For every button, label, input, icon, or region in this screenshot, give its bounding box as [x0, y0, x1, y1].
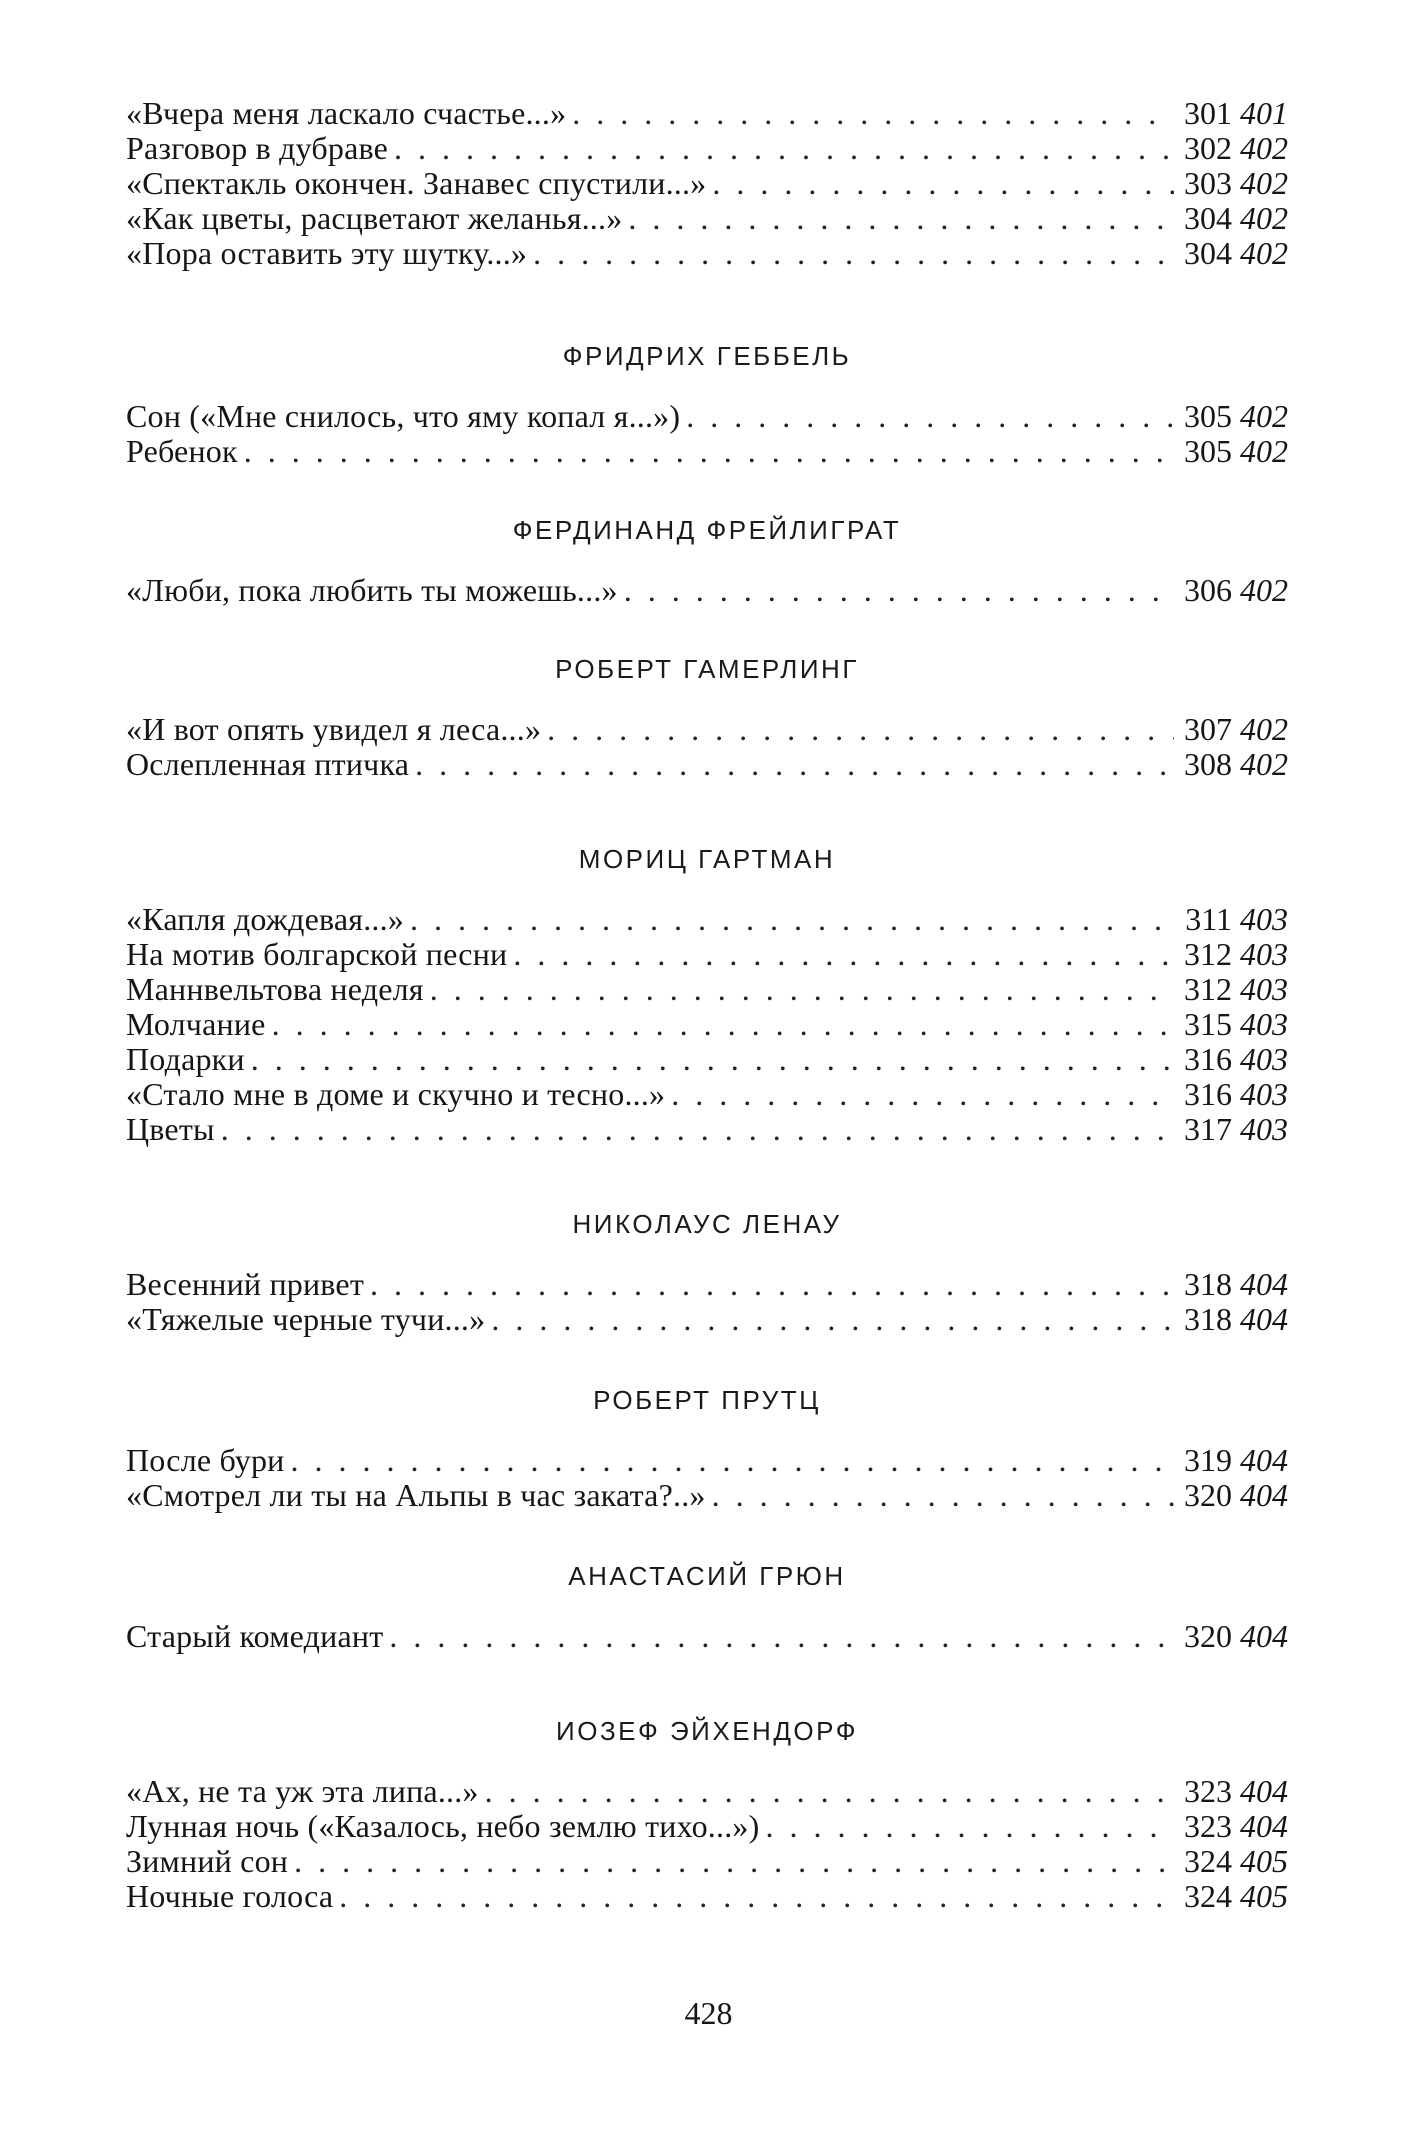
- toc-entry: [126, 1077, 1288, 1112]
- entry-title: На мотив болгарской песни: [126, 936, 508, 972]
- entry-title: «Люби, пока любить ты можешь...»: [126, 572, 618, 608]
- entry-title: «Тяжелые черные тучи...»: [126, 1301, 486, 1337]
- entry-title: «Ах, не та уж эта липа...»: [126, 1773, 479, 1809]
- toc-entry: [126, 573, 1288, 608]
- entry-page-number: 305: [1184, 398, 1232, 434]
- entry-page-number: 311: [1185, 901, 1232, 937]
- toc-entry: [126, 201, 1288, 236]
- toc-entry: [126, 1844, 1288, 1879]
- entry-page-number: 315: [1184, 1006, 1232, 1042]
- entry-note-page: 405: [1240, 1843, 1288, 1879]
- entry-page-number: 301: [1184, 95, 1232, 131]
- entry-note-page: 404: [1240, 1477, 1288, 1513]
- entry-note-page: 403: [1240, 971, 1288, 1007]
- entry-title: Весенний привет: [126, 1266, 364, 1302]
- entry-title: Старый комедиант: [126, 1618, 384, 1654]
- toc-section: [126, 1559, 1288, 1654]
- entry-page-number: 306: [1184, 572, 1232, 608]
- entry-title: «Стало мне в доме и скучно и тесно...»: [126, 1076, 666, 1112]
- entry-page-number: 324: [1184, 1878, 1232, 1914]
- toc-section: [126, 1383, 1288, 1513]
- toc-entry: [126, 1478, 1288, 1513]
- entry-page-number: 324: [1184, 1843, 1232, 1879]
- entry-note-page: 404: [1240, 1266, 1288, 1302]
- entry-page-number: 312: [1184, 936, 1232, 972]
- entry-note-page: 402: [1240, 711, 1288, 747]
- entry-title: Ночные голоса: [126, 1878, 334, 1914]
- entry-title: После бури: [126, 1442, 285, 1478]
- entry-title: Разговор в дубраве: [126, 130, 389, 166]
- entry-page-number: 320: [1184, 1618, 1232, 1654]
- entry-note-page: 403: [1240, 901, 1288, 937]
- entry-page-number: 316: [1184, 1041, 1232, 1077]
- dot-leader: [394, 131, 1174, 166]
- entry-title: «Как цветы, расцветают желанья...»: [126, 200, 623, 236]
- entry-page-number: 304: [1184, 200, 1232, 236]
- toc-entry: [126, 131, 1288, 166]
- dot-leader: [339, 1879, 1174, 1914]
- entry-note-page: 402: [1240, 572, 1288, 608]
- toc-section: [126, 652, 1288, 782]
- entry-page-number: 307: [1184, 711, 1232, 747]
- author-heading: АНАСТАСИЙ ГРЮН: [568, 1561, 846, 1591]
- entry-title: «Смотрел ли ты на Альпы в час заката?..»: [126, 1477, 706, 1513]
- entry-note-page: 402: [1240, 165, 1288, 201]
- entry-note-page: 403: [1240, 1076, 1288, 1112]
- toc-entry: [126, 399, 1288, 434]
- entry-title: «Спектакль окончен. Занавес спустили...»: [126, 165, 707, 201]
- toc-entry: [126, 1267, 1288, 1302]
- dot-leader: [290, 1443, 1174, 1478]
- dot-leader: [430, 972, 1174, 1007]
- dot-leader: [572, 96, 1174, 131]
- entry-page-number: 308: [1184, 746, 1232, 782]
- entry-page-number: 323: [1184, 1808, 1232, 1844]
- entry-title: «Вчера меня ласкало счастье...»: [126, 95, 567, 131]
- dot-leader: [272, 1007, 1174, 1042]
- dot-leader: [491, 1302, 1174, 1337]
- entry-page-number: 318: [1184, 1266, 1232, 1302]
- entry-note-page: 402: [1240, 130, 1288, 166]
- toc-entry: [126, 902, 1288, 937]
- toc-entry: [126, 1879, 1288, 1914]
- author-heading: РОБЕРТ ГАМЕРЛИНГ: [555, 654, 859, 684]
- dot-leader: [410, 902, 1174, 937]
- dot-leader: [251, 1042, 1174, 1077]
- entry-note-page: 402: [1240, 200, 1288, 236]
- entry-page-number: 303: [1184, 165, 1232, 201]
- entry-note-page: 402: [1240, 433, 1288, 469]
- toc-entry: [126, 1302, 1288, 1337]
- toc-section: [126, 96, 1288, 271]
- toc-section: [126, 1714, 1288, 1914]
- toc-entry: [126, 747, 1288, 782]
- toc-section: [126, 842, 1288, 1147]
- entry-note-page: 401: [1240, 95, 1288, 131]
- entry-note-page: 403: [1240, 1006, 1288, 1042]
- toc-entry: [126, 1007, 1288, 1042]
- author-heading: РОБЕРТ ПРУТЦ: [593, 1385, 821, 1415]
- dot-leader: [221, 1112, 1174, 1147]
- entry-title: Молчание: [126, 1006, 266, 1042]
- dot-leader: [294, 1844, 1174, 1879]
- entry-page-number: 312: [1184, 971, 1232, 1007]
- dot-leader: [370, 1267, 1174, 1302]
- entry-page-number: 305: [1184, 433, 1232, 469]
- toc-section: [126, 1207, 1288, 1337]
- toc-section: [126, 339, 1288, 469]
- table-of-contents: [126, 96, 1288, 1914]
- entry-title: «И вот опять увидел я леса...»: [126, 711, 542, 747]
- entry-note-page: 402: [1240, 746, 1288, 782]
- entry-note-page: 404: [1240, 1618, 1288, 1654]
- entry-title: Цветы: [126, 1111, 215, 1147]
- entry-title: Сон («Мне снилось, что яму копал я...»): [126, 398, 681, 434]
- toc-entry: [126, 236, 1288, 271]
- entry-title: Маннвельтова неделя: [126, 971, 424, 1007]
- entry-note-page: 405: [1240, 1878, 1288, 1914]
- toc-entry: [126, 166, 1288, 201]
- entry-note-page: 404: [1240, 1808, 1288, 1844]
- toc-entry: [126, 1774, 1288, 1809]
- entry-note-page: 403: [1240, 1111, 1288, 1147]
- entry-title: Подарки: [126, 1041, 245, 1077]
- dot-leader: [628, 201, 1174, 236]
- entry-page-number: 319: [1184, 1442, 1232, 1478]
- toc-entry: [126, 972, 1288, 1007]
- toc-entry: [126, 1112, 1288, 1147]
- toc-entry: [126, 937, 1288, 972]
- entry-note-page: 404: [1240, 1773, 1288, 1809]
- dot-leader: [244, 434, 1174, 469]
- entry-page-number: 304: [1184, 235, 1232, 271]
- entry-page-number: 317: [1184, 1111, 1232, 1147]
- toc-entry: [126, 434, 1288, 469]
- entry-title: Лунная ночь («Казалось, небо землю тихо...»): [126, 1808, 760, 1844]
- dot-leader: [415, 747, 1174, 782]
- dot-leader: [513, 937, 1174, 972]
- entry-title: Зимний сон: [126, 1843, 289, 1879]
- entry-page-number: 316: [1184, 1076, 1232, 1112]
- dot-leader: [765, 1809, 1174, 1844]
- author-heading: ФРИДРИХ ГЕББЕЛЬ: [562, 341, 852, 371]
- entry-title: Ребенок: [126, 433, 238, 469]
- author-heading: ИОЗЕФ ЭЙХЕНДОРФ: [556, 1716, 858, 1746]
- page-number: 428: [684, 1995, 733, 2031]
- toc-entry: [126, 1809, 1288, 1844]
- dot-leader: [485, 1774, 1174, 1809]
- author-heading: ФЕРДИНАНД ФРЕЙЛИГРАТ: [512, 515, 902, 545]
- entry-title: «Капля дождевая...»: [126, 901, 405, 937]
- dot-leader: [547, 712, 1174, 747]
- toc-entry: [126, 1619, 1288, 1654]
- dot-leader: [671, 1077, 1174, 1112]
- entry-page-number: 318: [1184, 1301, 1232, 1337]
- entry-title: «Пора оставить эту шутку...»: [126, 235, 528, 271]
- entry-note-page: 402: [1240, 398, 1288, 434]
- toc-entry: [126, 712, 1288, 747]
- entry-note-page: 404: [1240, 1301, 1288, 1337]
- entry-note-page: 402: [1240, 235, 1288, 271]
- dot-leader: [712, 166, 1174, 201]
- author-heading: МОРИЦ ГАРТМАН: [578, 844, 836, 874]
- author-heading: НИКОЛАУС ЛЕНАУ: [572, 1209, 842, 1239]
- entry-page-number: 320: [1184, 1477, 1232, 1513]
- entry-note-page: 403: [1240, 936, 1288, 972]
- dot-leader: [533, 236, 1174, 271]
- entry-title: Ослепленная птичка: [126, 746, 410, 782]
- dot-leader: [686, 399, 1174, 434]
- toc-entry: [126, 1042, 1288, 1077]
- entry-page-number: 323: [1184, 1773, 1232, 1809]
- entry-note-page: 403: [1240, 1041, 1288, 1077]
- entry-page-number: 302: [1184, 130, 1232, 166]
- dot-leader: [389, 1619, 1174, 1654]
- toc-entry: [126, 1443, 1288, 1478]
- toc-section: [126, 513, 1288, 608]
- dot-leader: [712, 1478, 1174, 1513]
- dot-leader: [624, 573, 1174, 608]
- toc-entry: [126, 96, 1288, 131]
- entry-note-page: 404: [1240, 1442, 1288, 1478]
